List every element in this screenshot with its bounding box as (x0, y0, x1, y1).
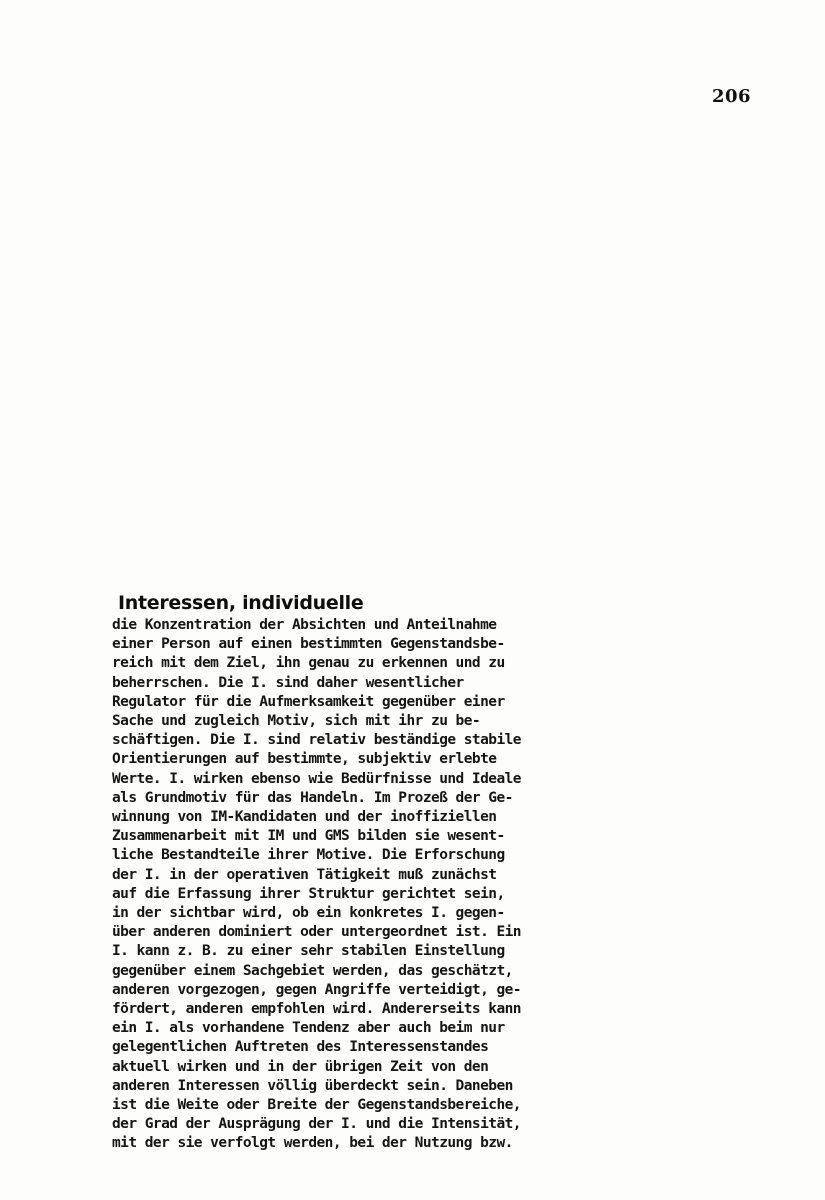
body-line: ist die Weite oder Breite der Gegenstandsbereiche, (112, 1097, 521, 1114)
body-line: Werte. I. wirken ebenso wie Bedürfnisse und Ideale (112, 770, 521, 787)
glossary-entry (108, 592, 628, 1154)
body-line: mit der sie verfolgt werden, bei der Nutzung bzw. (112, 1135, 513, 1152)
entry-title: Interessen, individuelle (118, 592, 364, 614)
body-line: der Grad der Ausprägung der I. und die Intensität, (112, 1116, 521, 1133)
body-line: als Grundmotiv für das Handeln. Im Prozeß der Ge- (112, 789, 513, 806)
body-line: in der sichtbar wird, ob ein konkretes I. gegen- (112, 905, 505, 922)
entry-body (112, 616, 628, 1154)
body-line: Zusammenarbeit mit IM und GMS bilden sie wesent- (112, 828, 505, 845)
body-line: beherrschen. Die I. sind daher wesentlicher (112, 674, 464, 691)
body-line: anderen vorgezogen, gegen Angriffe verteidigt, ge- (112, 981, 521, 998)
body-line: aktuell wirken und in der übrigen Zeit von den (112, 1058, 489, 1075)
body-line: einer Person auf einen bestimmten Gegenstandsbe- (112, 636, 505, 653)
body-line: auf die Erfassung ihrer Struktur gerichtet sein, (112, 885, 505, 902)
body-line: reich mit dem Ziel, ihn genau zu erkennen und zu (112, 655, 505, 672)
body-line: Orientierungen auf bestimmte, subjektiv erlebte (112, 751, 497, 768)
body-line: der I. in der operativen Tätigkeit muß zunächst (112, 866, 497, 883)
body-line: anderen Interessen völlig überdeckt sein. Daneben (112, 1077, 513, 1094)
body-line: Regulator für die Aufmerksamkeit gegenüber einer (112, 693, 505, 710)
body-line: schäftigen. Die I. sind relativ beständige stabile (112, 732, 521, 749)
body-line: über anderen dominiert oder untergeordnet ist. Ein (112, 924, 521, 941)
body-line: die Konzentration der Absichten und Anteilnahme (112, 617, 497, 633)
body-line: gegenüber einem Sachgebiet werden, das geschätzt, (112, 962, 513, 979)
body-line: I. kann z. B. zu einer sehr stabilen Einstellung (112, 943, 505, 960)
body-line: liche Bestandteile ihrer Motive. Die Erforschung (112, 847, 505, 864)
page-number: 206 (712, 86, 752, 107)
body-line: fördert, anderen empfohlen wird. Andererseits kann (112, 1001, 521, 1018)
body-line: Sache und zugleich Motiv, sich mit ihr zu be- (112, 713, 481, 730)
body-line: winnung von IM-Kandidaten und der inoffiziellen (112, 809, 497, 826)
body-line: ein I. als vorhandene Tendenz aber auch beim nur (112, 1020, 505, 1037)
body-line: gelegentlichen Auftreten des Interessenstandes (112, 1039, 489, 1056)
